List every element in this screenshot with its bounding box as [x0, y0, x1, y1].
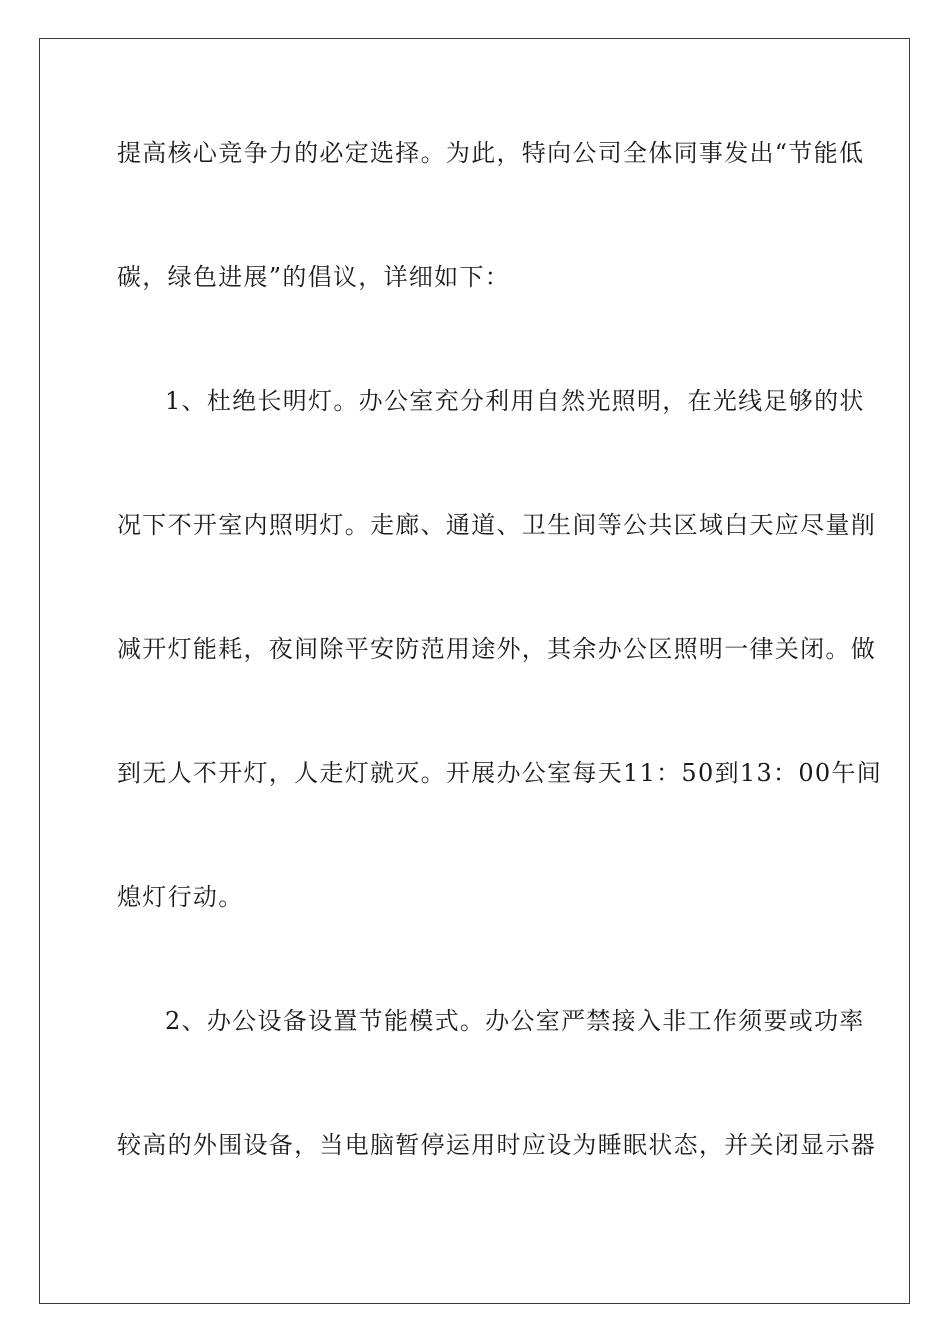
- page-border: [39, 38, 910, 1304]
- text-line: 较高的外围设备，当电脑暂停运用时应设为睡眠状态，并关闭显示器: [117, 1131, 876, 1159]
- paragraph-1-first-line: 1、杜绝长明灯。办公室充分利用自然光照明，在光线足够的状: [165, 387, 865, 415]
- paragraph-2-first-line: 2、办公设备设置节能模式。办公室严禁接入非工作须要或功率: [165, 1007, 865, 1035]
- text-line: 况下不开室内照明灯。走廊、通道、卫生间等公共区域白天应尽量削: [117, 511, 876, 539]
- text-line: 碳，绿色进展”的倡议，详细如下：: [117, 263, 511, 291]
- text-line: 熄灯行动。: [117, 883, 244, 911]
- text-line: 到无人不开灯，人走灯就灭。开展办公室每天11：50到13：00午间: [117, 759, 883, 787]
- text-line: 减开灯能耗，夜间除平安防范用途外，其余办公区照明一律关闭。做: [117, 635, 876, 663]
- text-line: 提高核心竞争力的必定选择。为此，特向公司全体同事发出“节能低: [117, 139, 865, 167]
